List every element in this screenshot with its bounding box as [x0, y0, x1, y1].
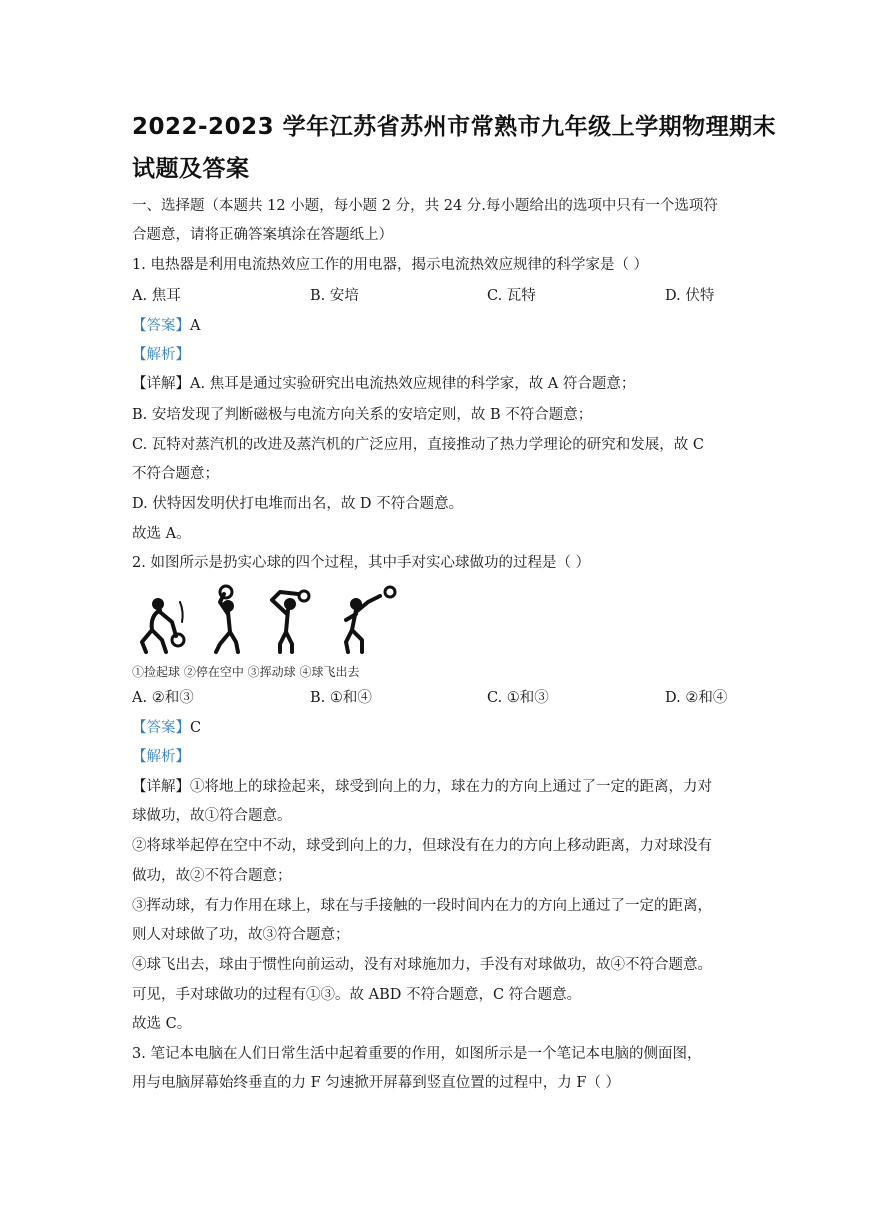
q1-option-d: D. 伏特: [665, 288, 715, 304]
q2-figure-caption: ①捡起球 ②停在空中 ③挥动球 ④球飞出去: [132, 665, 360, 679]
doc-title-line2: 试题及答案: [132, 156, 250, 182]
q1-option-c: C. 瓦特: [487, 288, 536, 304]
stick-figure-throw: [346, 587, 395, 652]
q2-option-a: A. ②和③: [132, 690, 194, 706]
stick-figure-pickup: [142, 598, 184, 652]
section-heading-line2: 合题意，请将正确答案填涂在答题纸上）: [132, 227, 393, 243]
q3-stem-line2: 用与电脑屏幕始终垂直的力 F 匀速掀开屏幕到竖直位置的过程中，力 F（ ）: [132, 1075, 621, 1091]
q2-option-d: D. ②和④: [665, 690, 728, 706]
q1-detail-line: 不符合题意；: [132, 466, 219, 482]
q2-analysis-tag: 【解析】: [132, 749, 190, 765]
q2-detail-line: 球做功，故①符合题意。: [132, 808, 292, 824]
q2-detail-line: ③挥动球，有力作用在球上，球在与手接触的一段时间内在力的方向上通过了一定的距离，: [132, 898, 712, 914]
q1-answer: [132, 316, 200, 336]
q2-figure-stick-figures: [132, 582, 402, 657]
q1-stem: 1. 电热器是利用电流热效应工作的用电器，揭示电流热效应规律的科学家是（ ）: [132, 257, 649, 273]
q2-stem: 2. 如图所示是扔实心球的四个过程，其中手对实心球做功的过程是（ ）: [132, 555, 591, 571]
q2-detail-line: [132, 777, 712, 797]
q2-detail-line: 做功，故②不符合题意；: [132, 868, 292, 884]
q1-answer-value: A: [190, 318, 201, 334]
q1-answer-tag: 【答案】: [132, 318, 190, 334]
q1-detail-tag: 【详解】: [132, 376, 190, 392]
q1-detail-text: A. 焦耳是通过实验研究出电流热效应规律的科学家，故 A 符合题意；: [190, 376, 636, 392]
stick-figure-hold: [216, 586, 238, 652]
q2-detail-tag: 【详解】: [132, 779, 190, 795]
q2-detail-line: 则人对球做了功，故③符合题意；: [132, 927, 350, 943]
q1-detail-line: [132, 374, 635, 394]
q2-detail-line: ②将球举起停在空中不动，球受到向上的力，但球没有在力的方向上移动距离，力对球没有: [132, 838, 712, 854]
q2-detail-text: ①将地上的球捡起来，球受到向上的力，球在力的方向上通过了一定的距离，力对: [190, 779, 712, 795]
q1-option-b: B. 安培: [310, 288, 359, 304]
q1-analysis-tag: 【解析】: [132, 347, 190, 363]
doc-title-line1: 2022-2023 学年江苏省苏州市常熟市九年级上学期物理期末: [132, 114, 777, 140]
q3-stem-line1: 3. 笔记本电脑在人们日常生活中起着重要的作用，如图所示是一个笔记本电脑的侧面图，: [132, 1046, 702, 1062]
q2-option-b: B. ①和④: [310, 690, 372, 706]
stick-figure-swing: [272, 591, 309, 652]
q2-detail-line: ④球飞出去，球由于惯性向前运动，没有对球施加力，手没有对球做功，故④不符合题意。: [132, 957, 712, 973]
section-heading-line1: 一、选择题（本题共 12 小题，每小题 2 分，共 24 分.每小题给出的选项中只有一个选项符: [132, 198, 718, 214]
q1-detail-line: B. 安培发现了判断磁极与电流方向关系的安培定则，故 B 不符合题意；: [132, 407, 593, 423]
q1-option-a: A. 焦耳: [132, 288, 181, 304]
q1-conclusion: 故选 A。: [132, 526, 191, 542]
q2-answer-value: C: [190, 720, 202, 736]
q2-answer: [132, 718, 201, 738]
q2-conclusion: 故选 C。: [132, 1016, 192, 1032]
q2-answer-tag: 【答案】: [132, 720, 190, 736]
q2-option-c: C. ①和③: [487, 690, 549, 706]
q1-detail-line: D. 伏特因发明伏打电堆而出名，故 D 不符合题意。: [132, 496, 464, 512]
q2-detail-line: 可见，手对球做功的过程有①③。故 ABD 不符合题意，C 符合题意。: [132, 987, 582, 1003]
q1-detail-line: C. 瓦特对蒸汽机的改进及蒸汽机的广泛应用，直接推动了热力学理论的研究和发展，故 C: [132, 437, 704, 453]
